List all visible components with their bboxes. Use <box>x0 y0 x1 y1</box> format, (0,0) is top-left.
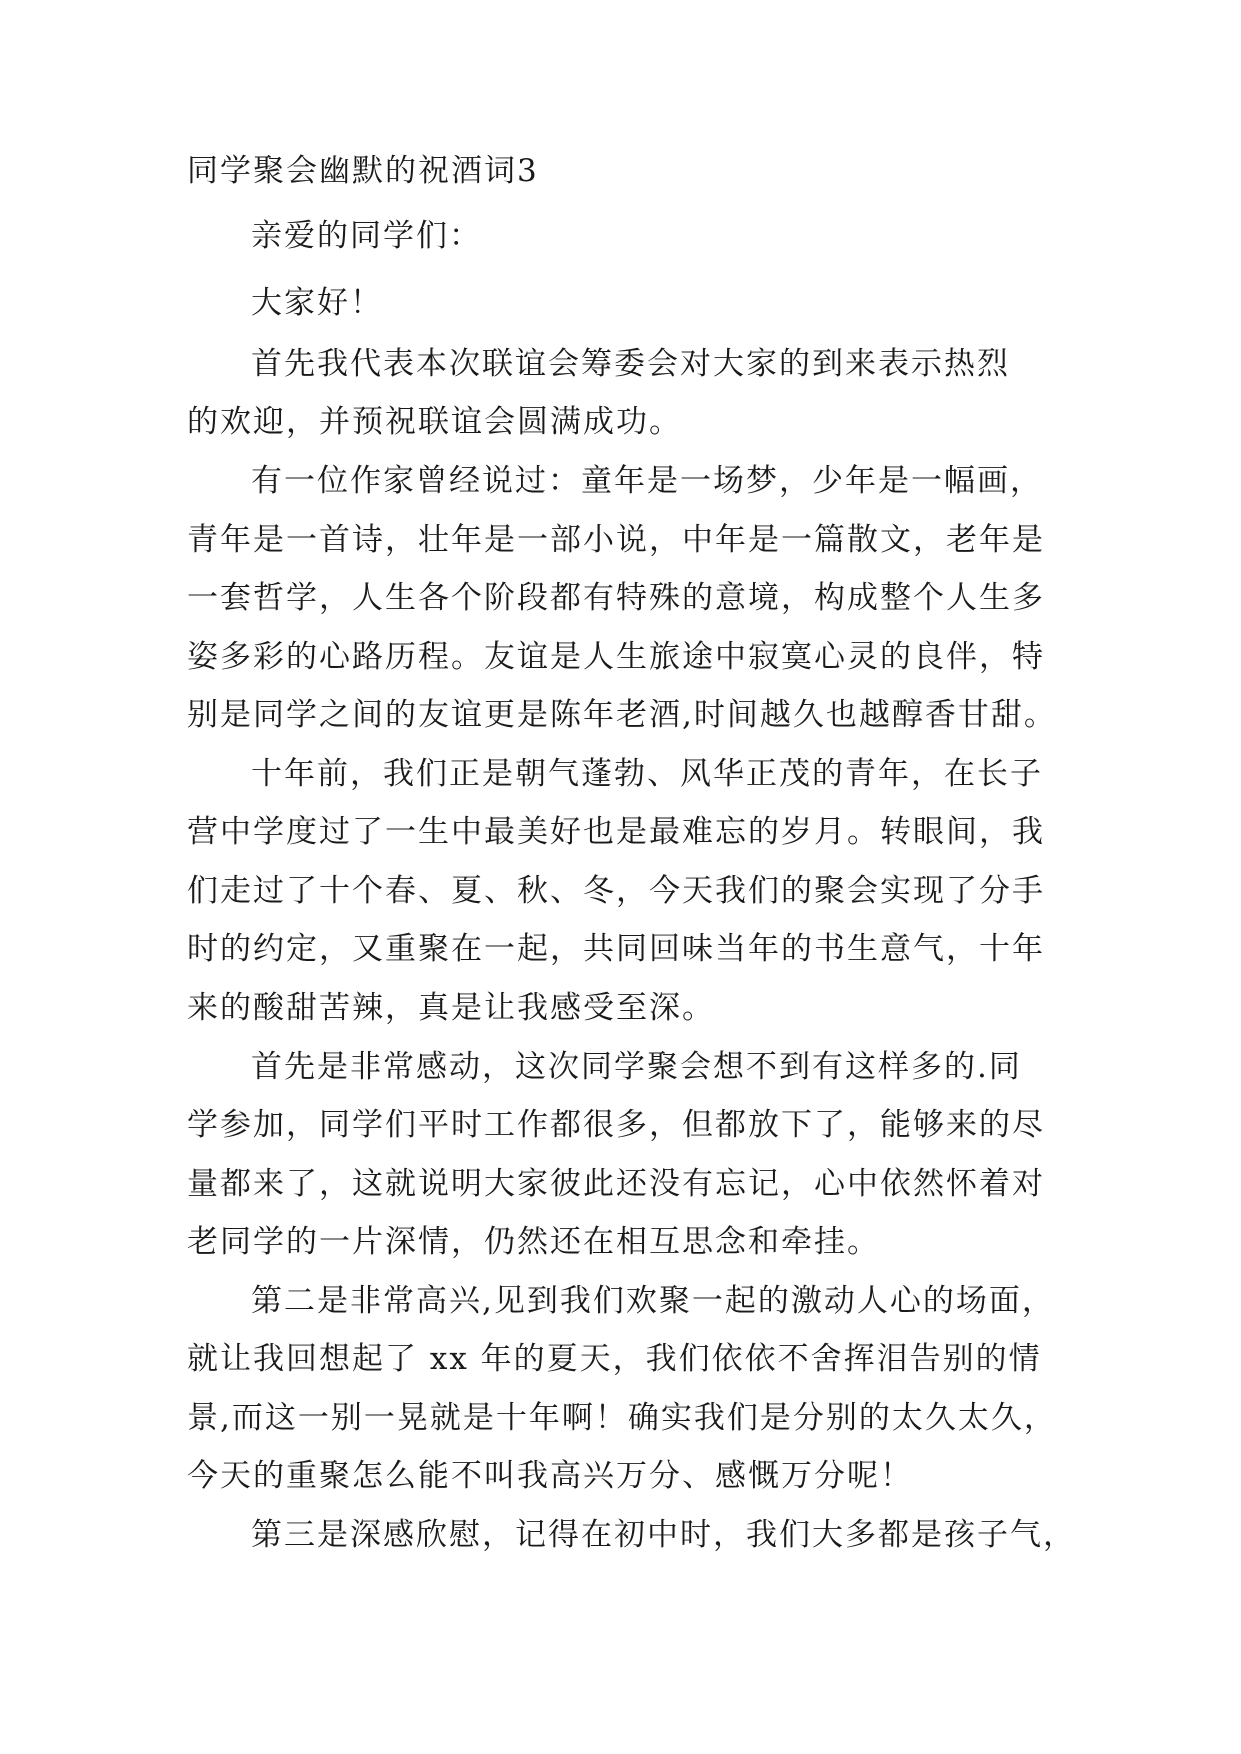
text-line: 十年前，我们正是朝气蓬勃、风华正茂的青年，在长子 <box>251 756 1043 792</box>
text-line: 一套哲学，人生各个阶段都有特殊的意境，构成整个人生多 <box>187 580 1045 616</box>
text-line: 来的酸甜苦辣，真是让我感受至深。 <box>187 990 715 1026</box>
text-line: 老同学的一片深情，仍然还在相互思念和牵挂。 <box>187 1224 880 1260</box>
text-line: 量都来了，这就说明大家彼此还没有忘记，心中依然怀着对 <box>187 1166 1045 1202</box>
text-line: 时的约定，又重聚在一起，共同回味当年的书生意气，十年 <box>187 931 1045 967</box>
text-line: 景,而这一别一晃就是十年啊！确实我们是分别的太久太久， <box>187 1400 1057 1436</box>
text-line: 的欢迎，并预祝联谊会圆满成功。 <box>187 404 682 440</box>
text-line: 青年是一首诗，壮年是一部小说，中年是一篇散文，老年是 <box>187 522 1045 558</box>
text-line: 姿多彩的心路历程。友谊是人生旅途中寂寞心灵的良伴，特 <box>187 639 1045 675</box>
text-line: 就让我回想起了 xx 年的夏天，我们依依不舍挥泪告别的情 <box>187 1341 1042 1377</box>
text-line: 有一位作家曾经说过：童年是一场梦，少年是一幅画， <box>251 463 1043 499</box>
text-line: 们走过了十个春、夏、秋、冬，今天我们的聚会实现了分手 <box>187 873 1045 909</box>
text-line: 首先我代表本次联谊会筹委会对大家的到来表示热烈 <box>251 346 1010 382</box>
text-line: 亲爱的同学们： <box>251 218 482 254</box>
text-line: 今天的重聚怎么能不叫我高兴万分、感慨万分呢！ <box>187 1458 913 1494</box>
text-line: 第三是深感欣慰，记得在初中时，我们大多都是孩子气， <box>251 1517 1076 1553</box>
text-line: 别是同学之间的友谊更是陈年老酒,时间越久也越醇香甘甜。 <box>187 697 1057 733</box>
text-line: 学参加，同学们平时工作都很多，但都放下了，能够来的尽 <box>187 1107 1045 1143</box>
document-title: 同学聚会幽默的祝酒词3 <box>187 153 539 189</box>
text-line: 首先是非常感动，这次同学聚会想不到有这样多的.同 <box>251 1049 1022 1085</box>
text-line: 营中学度过了一生中最美好也是最难忘的岁月。转眼间，我 <box>187 814 1045 850</box>
text-line: 第二是非常高兴,见到我们欢聚一起的激动人心的场面， <box>251 1283 1055 1319</box>
text-line: 大家好！ <box>251 285 383 321</box>
